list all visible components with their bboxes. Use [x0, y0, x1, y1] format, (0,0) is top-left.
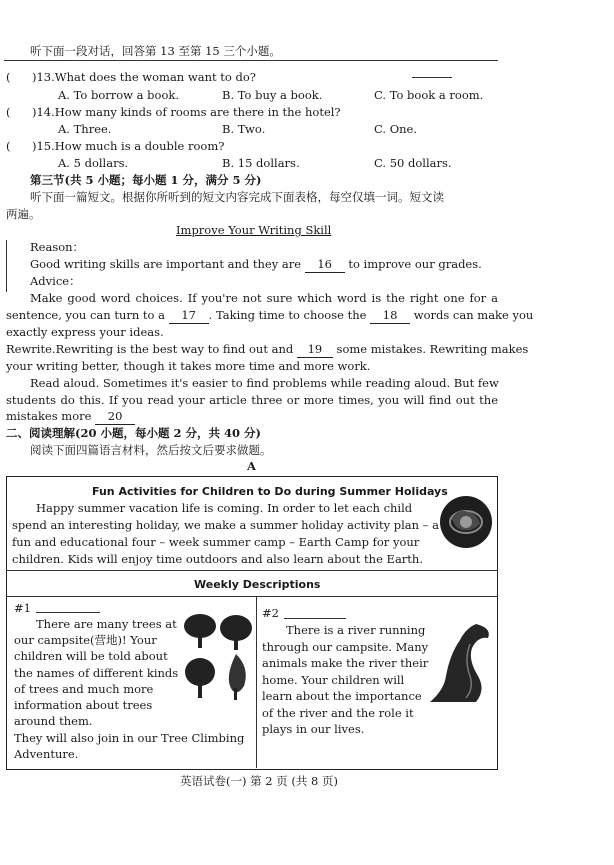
q13-text: )13.What does the woman want to do?	[32, 70, 256, 84]
box-column-divider	[256, 596, 257, 768]
item1-line-8: They will also join in our Tree Climbing	[14, 731, 245, 745]
q13-option-c: C. To book a room.	[374, 88, 484, 102]
box-divider-1	[6, 570, 498, 571]
blank-18[interactable]: 18	[370, 308, 410, 324]
box-intro-line-2: spend an interesting holiday, we make a summer holiday activity plan – a	[12, 518, 439, 532]
reason-line: Good writing skills are important and they are 16 to improve our grades.	[30, 257, 482, 271]
q13-option-a: A. To borrow a book.	[58, 88, 180, 102]
advice-p3-line1: Read aloud. Sometimes it's easier to find problems while reading aloud. But few	[30, 376, 499, 390]
item1-line-5: of trees and much more	[14, 682, 154, 696]
weekly-title: Weekly Descriptions	[194, 578, 321, 591]
top-rule	[4, 60, 498, 61]
box-title: Fun Activities for Children to Do during Summer Holidays	[92, 485, 448, 498]
advice-p1-line1: Make good word choices. If you're not sure which word is the right one for a	[30, 291, 498, 305]
item2-label: #2	[262, 606, 279, 620]
item1-line-6: information about trees	[14, 698, 153, 712]
q14-option-c: C. One.	[374, 122, 417, 136]
item1-label: #1	[14, 601, 31, 615]
advice-p2-line2: your writing better, though it takes more time and more work.	[6, 359, 371, 373]
item1-line-4: the names of different kinds	[14, 666, 179, 680]
advice-p1-line3: exactly express your ideas.	[6, 325, 164, 339]
box-intro-line-4: children. Kids will enjoy time outdoors and also learn about the Earth.	[12, 552, 423, 566]
q15-option-a: A. 5 dollars.	[58, 156, 129, 170]
q15-option-b: B. 15 dollars.	[222, 156, 300, 170]
advice-label: Advice：	[30, 274, 81, 288]
section3-heading: 第三节(共 5 小题；每小题 1 分，满分 5 分)	[30, 173, 262, 187]
box-divider-2	[6, 596, 498, 597]
item1-line-9: Adventure.	[14, 747, 79, 761]
blank-20[interactable]: 20	[95, 409, 135, 425]
advice-p3-line3: mistakes more 20	[6, 409, 135, 425]
item2-line-2: through our campsite. Many	[262, 640, 429, 654]
section3-instruction-2: 两遍。	[6, 207, 41, 221]
item1-line-2: our campsite(营地)! Your	[14, 633, 157, 647]
q14-option-b: B. Two.	[222, 122, 266, 136]
part2-intro: 听下面一段对话，回答第 13 至第 15 三个小题。	[30, 44, 281, 58]
trees-icon	[182, 610, 254, 702]
reading-heading: 二、阅读理解(20 小题，每小题 2 分，共 40 分)	[6, 426, 261, 440]
item2-line-4: home. Your children will	[262, 673, 405, 687]
river-icon	[426, 620, 494, 704]
blank-16[interactable]: 16	[305, 257, 345, 273]
q14-paren: (	[6, 105, 11, 119]
item2-line-3: animals make the river their	[262, 656, 429, 670]
section3-instruction-1: 听下面一篇短文。根据你所听到的短文内容完成下面表格，每空仅填一词。短文读	[30, 190, 444, 204]
box-intro-line-3: fun and educational four – week summer camp – Earth Camp for your	[12, 535, 420, 549]
q14-text: )14.How many kinds of rooms are there in the hotel?	[32, 105, 341, 119]
q15-paren: (	[6, 139, 11, 153]
blank-19[interactable]: 19	[297, 342, 333, 358]
earth-globe-icon	[438, 494, 494, 550]
item1-line-1: There are many trees at	[36, 617, 177, 631]
q15-text: )15.How much is a double room?	[32, 139, 225, 153]
q13-option-b: B. To buy a book.	[222, 88, 323, 102]
short-rule	[412, 77, 452, 78]
advice-p3-line2: students do this. If you read your article three or more times, you will find out the	[6, 393, 498, 407]
reading-instruction: 阅读下面四篇语言材料，然后按文后要求做题。	[30, 443, 272, 457]
passage-title: Improve Your Writing Skill	[176, 223, 332, 237]
item1-line-7: around them.	[14, 714, 93, 728]
q14-option-a: A. Three.	[58, 122, 112, 136]
item2-line-7: plays in our lives.	[262, 722, 365, 736]
page-footer: 英语试卷(一) 第 2 页 (共 8 页)	[180, 774, 339, 788]
item2-line-5: learn about the importance	[262, 689, 422, 703]
reason-label: Reason：	[30, 240, 85, 254]
item2-line-1: There is a river running	[286, 623, 426, 637]
item1-title-rule	[36, 612, 100, 613]
item2-line-6: of the river and the role it	[262, 706, 414, 720]
reason-side-bar	[6, 240, 7, 292]
blank-17[interactable]: 17	[169, 308, 209, 324]
item1-line-3: children will be told about	[14, 649, 168, 663]
q13-paren: (	[6, 70, 11, 84]
q15-option-c: C. 50 dollars.	[374, 156, 452, 170]
advice-p1-line2: sentence, you can turn to a 17 . Taking time to choose the 18 words can make you	[6, 308, 534, 322]
item2-title-rule	[284, 618, 346, 619]
box-intro-line-1: Happy summer vacation life is coming. In order to let each child	[36, 501, 413, 515]
passage-letter: A	[247, 459, 256, 473]
advice-p2-line1: Rewrite.Rewriting is the best way to find out and 19 some mistakes. Rewriting makes	[6, 342, 529, 356]
